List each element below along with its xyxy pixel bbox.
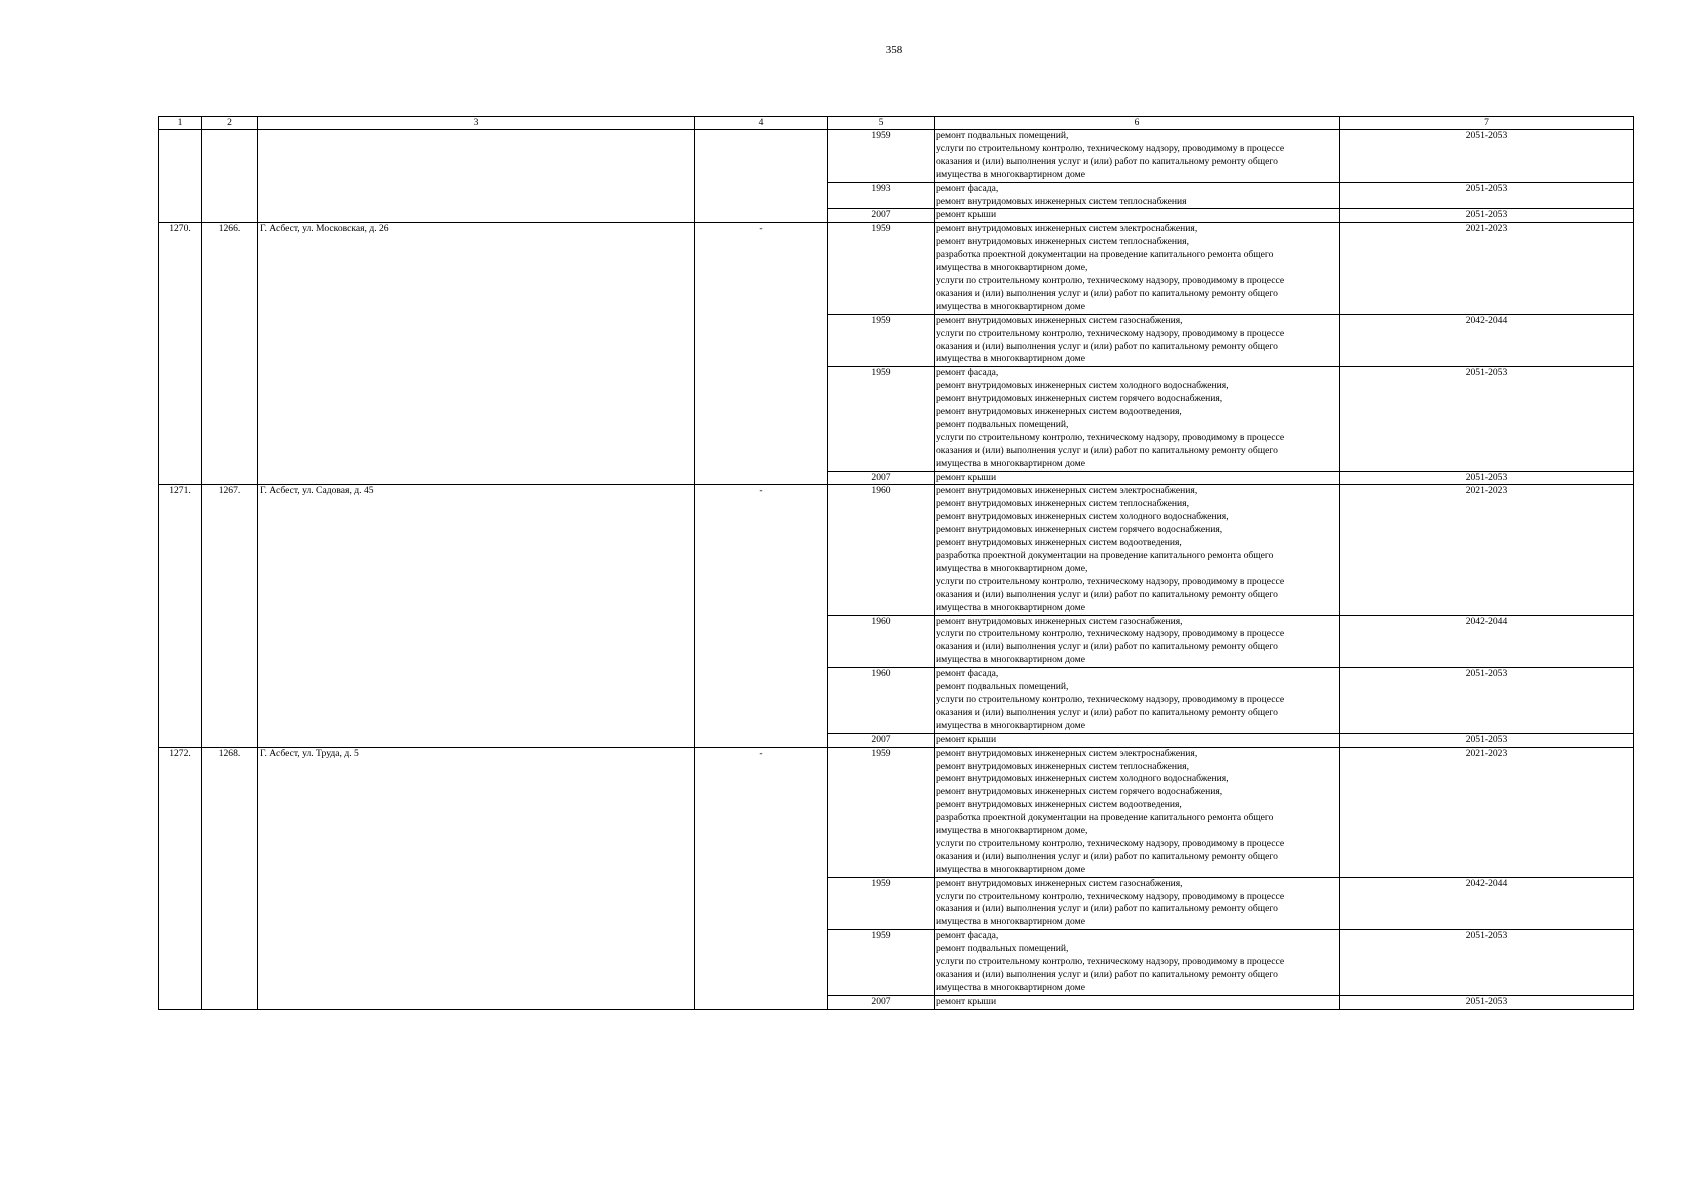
year-cell: 1960 [828, 668, 935, 734]
row-number-cell: 1270. [159, 223, 202, 485]
work-item: разработка проектной документации на проведение капитального ремонта общего [936, 249, 1274, 261]
year-cell: 1959 [828, 130, 935, 183]
work-item: ремонт фасада, [936, 668, 999, 680]
address-cell: Г. Асбест, ул. Садовая, д. 45 [258, 485, 695, 747]
work-item: ремонт внутридомовых инженерных систем водоотведения, [936, 799, 1182, 811]
work-item: разработка проектной документации на проведение капитального ремонта общего [936, 812, 1274, 824]
year-cell: 1959 [828, 314, 935, 367]
work-item: услуги по строительному контролю, техническому надзору, проводимому в процессе [936, 274, 1285, 286]
work-item: имущества в многоквартирном доме [936, 353, 1085, 365]
work-item: ремонт внутридомовых инженерных систем водоотведения, [936, 537, 1182, 549]
work-list-cell [935, 209, 1340, 223]
work-item: ремонт внутридомовых инженерных систем горячего водоснабжения, [936, 524, 1223, 536]
period-cell: 2051-2053 [1340, 995, 1634, 1009]
work-item: услуги по строительному контролю, техническому надзору, проводимому в процессе [936, 142, 1285, 154]
work-item: имущества в многоквартирном доме [936, 601, 1085, 613]
work-item: ремонт внутридомовых инженерных систем теплоснабжения, [936, 236, 1189, 248]
work-item: ремонт внутридомовых инженерных систем холодного водоснабжения, [936, 511, 1229, 523]
work-item: оказания и (или) выполнения услуг и (или) работ по капитальному ремонту общего [936, 850, 1278, 862]
column-header: 1 [159, 117, 202, 130]
column-header: 6 [935, 117, 1340, 130]
col4-cell: - [695, 223, 828, 485]
address-cell: Г. Асбест, ул. Труда, д. 5 [258, 747, 695, 1009]
work-list-cell [935, 367, 1340, 471]
work-item: услуги по строительному контролю, техническому надзору, проводимому в процессе [936, 693, 1285, 705]
work-item: оказания и (или) выполнения услуг и (или) работ по капитальному ремонту общего [936, 969, 1278, 980]
period-cell: 2051-2053 [1340, 930, 1634, 996]
work-item: ремонт внутридомовых инженерных систем электроснабжения, [936, 485, 1198, 497]
column-header: 2 [202, 117, 258, 130]
column-number-header-row [159, 117, 1634, 130]
work-item: имущества в многоквартирном доме [936, 916, 1085, 928]
work-item: ремонт внутридомовых инженерных систем водоотведения, [936, 406, 1182, 418]
work-item: оказания и (или) выполнения услуг и (или) работ по капитальному ремонту общего [936, 444, 1278, 456]
work-item: имущества в многоквартирном доме [936, 457, 1085, 469]
year-cell: 1959 [828, 223, 935, 314]
work-item: ремонт фасада, [936, 367, 999, 379]
period-cell: 2051-2053 [1340, 182, 1634, 209]
work-item: ремонт внутридомовых инженерных систем теплоснабжения, [936, 760, 1189, 772]
work-item: ремонт крыши [936, 733, 997, 745]
period-cell: 2051-2053 [1340, 130, 1634, 183]
house-id-cell [202, 130, 258, 223]
year-cell: 2007 [828, 733, 935, 747]
work-item: имущества в многоквартирном доме [936, 863, 1085, 875]
work-item: услуги по строительному контролю, техническому надзору, проводимому в процессе [936, 890, 1285, 902]
year-cell: 1959 [828, 367, 935, 471]
work-list-cell [935, 668, 1340, 734]
work-list-cell [935, 182, 1340, 209]
work-item: услуги по строительному контролю, техническому надзору, проводимому в процессе [936, 431, 1285, 443]
work-list-cell [935, 995, 1340, 1009]
period-cell: 2042-2044 [1340, 615, 1634, 668]
table-row [159, 130, 1634, 183]
work-list-cell [935, 471, 1340, 485]
work-item: ремонт внутридомовых инженерных систем электроснабжения, [936, 747, 1198, 759]
year-cell: 1993 [828, 182, 935, 209]
address-cell: Г. Асбест, ул. Московская, д. 26 [258, 223, 695, 485]
work-item: ремонт подвальных помещений, [936, 130, 1069, 141]
table-row [159, 747, 1634, 877]
work-item: ремонт подвальных помещений, [936, 681, 1069, 693]
work-item: ремонт подвальных помещений, [936, 418, 1069, 430]
year-cell: 2007 [828, 995, 935, 1009]
work-list-cell [935, 485, 1340, 615]
work-item: ремонт фасада, [936, 930, 999, 942]
work-item: услуги по строительному контролю, техническому надзору, проводимому в процессе [936, 327, 1285, 339]
work-item: имущества в многоквартирном доме, [936, 562, 1088, 574]
row-number-cell: 1271. [159, 485, 202, 747]
row-number-cell: 1272. [159, 747, 202, 1009]
work-list-cell [935, 130, 1340, 183]
column-header: 4 [695, 117, 828, 130]
work-item: имущества в многоквартирном доме [936, 654, 1085, 666]
page-number: 358 [885, 44, 903, 56]
work-item: оказания и (или) выполнения услуг и (или) работ по капитальному ремонту общего [936, 641, 1278, 653]
work-item: ремонт внутридомовых инженерных систем теплоснабжения [936, 195, 1187, 207]
work-item: оказания и (или) выполнения услуг и (или) работ по капитальному ремонту общего [936, 588, 1278, 600]
work-list-cell [935, 314, 1340, 367]
column-header: 5 [828, 117, 935, 130]
year-cell: 1959 [828, 930, 935, 996]
work-item: ремонт внутридомовых инженерных систем холодного водоснабжения, [936, 380, 1229, 392]
work-item: ремонт внутридомовых инженерных систем горячего водоснабжения, [936, 393, 1223, 405]
year-cell: 2007 [828, 471, 935, 485]
period-cell: 2051-2053 [1340, 668, 1634, 734]
work-list-cell [935, 733, 1340, 747]
work-list-cell [935, 747, 1340, 877]
work-list-cell [935, 930, 1340, 996]
period-cell: 2042-2044 [1340, 314, 1634, 367]
work-item: ремонт крыши [936, 995, 997, 1007]
col4-cell [695, 130, 828, 223]
house-id-cell: 1268. [202, 747, 258, 1009]
period-cell: 2021-2023 [1340, 485, 1634, 615]
house-id-cell: 1267. [202, 485, 258, 747]
work-item: ремонт подвальных помещений, [936, 943, 1069, 955]
work-item: имущества в многоквартирном доме [936, 981, 1085, 993]
work-item: имущества в многоквартирном доме, [936, 825, 1088, 837]
work-list-cell [935, 877, 1340, 930]
work-item: ремонт внутридомовых инженерных систем теплоснабжения, [936, 498, 1189, 510]
house-id-cell: 1266. [202, 223, 258, 485]
work-item: имущества в многоквартирном доме [936, 300, 1085, 312]
work-item: имущества в многоквартирном доме, [936, 262, 1088, 274]
work-item: разработка проектной документации на проведение капитального ремонта общего [936, 550, 1274, 561]
work-item: имущества в многоквартирном доме [936, 168, 1085, 180]
work-item: оказания и (или) выполнения услуг и (или) работ по капитальному ремонту общего [936, 287, 1278, 299]
work-item: оказания и (или) выполнения услуг и (или) работ по капитальному ремонту общего [936, 340, 1278, 352]
period-cell: 2051-2053 [1340, 367, 1634, 471]
col4-cell: - [695, 747, 828, 1009]
work-list-cell [935, 223, 1340, 314]
column-header: 3 [258, 117, 695, 130]
work-item: оказания и (или) выполнения услуг и (или) работ по капитальному ремонту общего [936, 706, 1278, 718]
year-cell: 1960 [828, 485, 935, 615]
work-item: ремонт крыши [936, 471, 997, 483]
table-row [159, 485, 1634, 615]
work-item: услуги по строительному контролю, техническому надзору, проводимому в процессе [936, 575, 1285, 587]
period-cell: 2021-2023 [1340, 223, 1634, 314]
period-cell: 2051-2053 [1340, 733, 1634, 747]
work-item: ремонт фасада, [936, 182, 999, 194]
period-cell: 2051-2053 [1340, 471, 1634, 485]
work-item: услуги по строительному контролю, техническому надзору, проводимому в процессе [936, 628, 1285, 640]
table-row [159, 223, 1634, 314]
work-item: ремонт внутридомовых инженерных систем газоснабжения, [936, 314, 1183, 326]
column-header: 7 [1340, 117, 1634, 130]
work-item: имущества в многоквартирном доме [936, 719, 1085, 731]
period-cell: 2021-2023 [1340, 747, 1634, 877]
work-item: оказания и (или) выполнения услуг и (или) работ по капитальному ремонту общего [936, 155, 1278, 167]
work-item: ремонт внутридомовых инженерных систем холодного водоснабжения, [936, 773, 1229, 785]
work-item: ремонт внутридомовых инженерных систем газоснабжения, [936, 615, 1183, 627]
address-cell [258, 130, 695, 223]
work-item: услуги по строительному контролю, техническому надзору, проводимому в процессе [936, 956, 1285, 968]
table-body [159, 117, 1634, 1010]
year-cell: 2007 [828, 209, 935, 223]
year-cell: 1960 [828, 615, 935, 668]
work-item: услуги по строительному контролю, техническому надзору, проводимому в процессе [936, 837, 1285, 849]
col4-cell: - [695, 485, 828, 747]
period-cell: 2051-2053 [1340, 209, 1634, 223]
work-item: ремонт внутридомовых инженерных систем горячего водоснабжения, [936, 786, 1223, 798]
row-number-cell [159, 130, 202, 223]
work-item: ремонт внутридомовых инженерных систем газоснабжения, [936, 877, 1183, 889]
repair-schedule-table [158, 116, 1634, 1010]
work-item: оказания и (или) выполнения услуг и (или) работ по капитальному ремонту общего [936, 903, 1278, 915]
year-cell: 1959 [828, 747, 935, 877]
work-item: ремонт внутридомовых инженерных систем электроснабжения, [936, 223, 1198, 235]
period-cell: 2042-2044 [1340, 877, 1634, 930]
work-list-cell [935, 615, 1340, 668]
work-item: ремонт крыши [936, 209, 997, 221]
year-cell: 1959 [828, 877, 935, 930]
